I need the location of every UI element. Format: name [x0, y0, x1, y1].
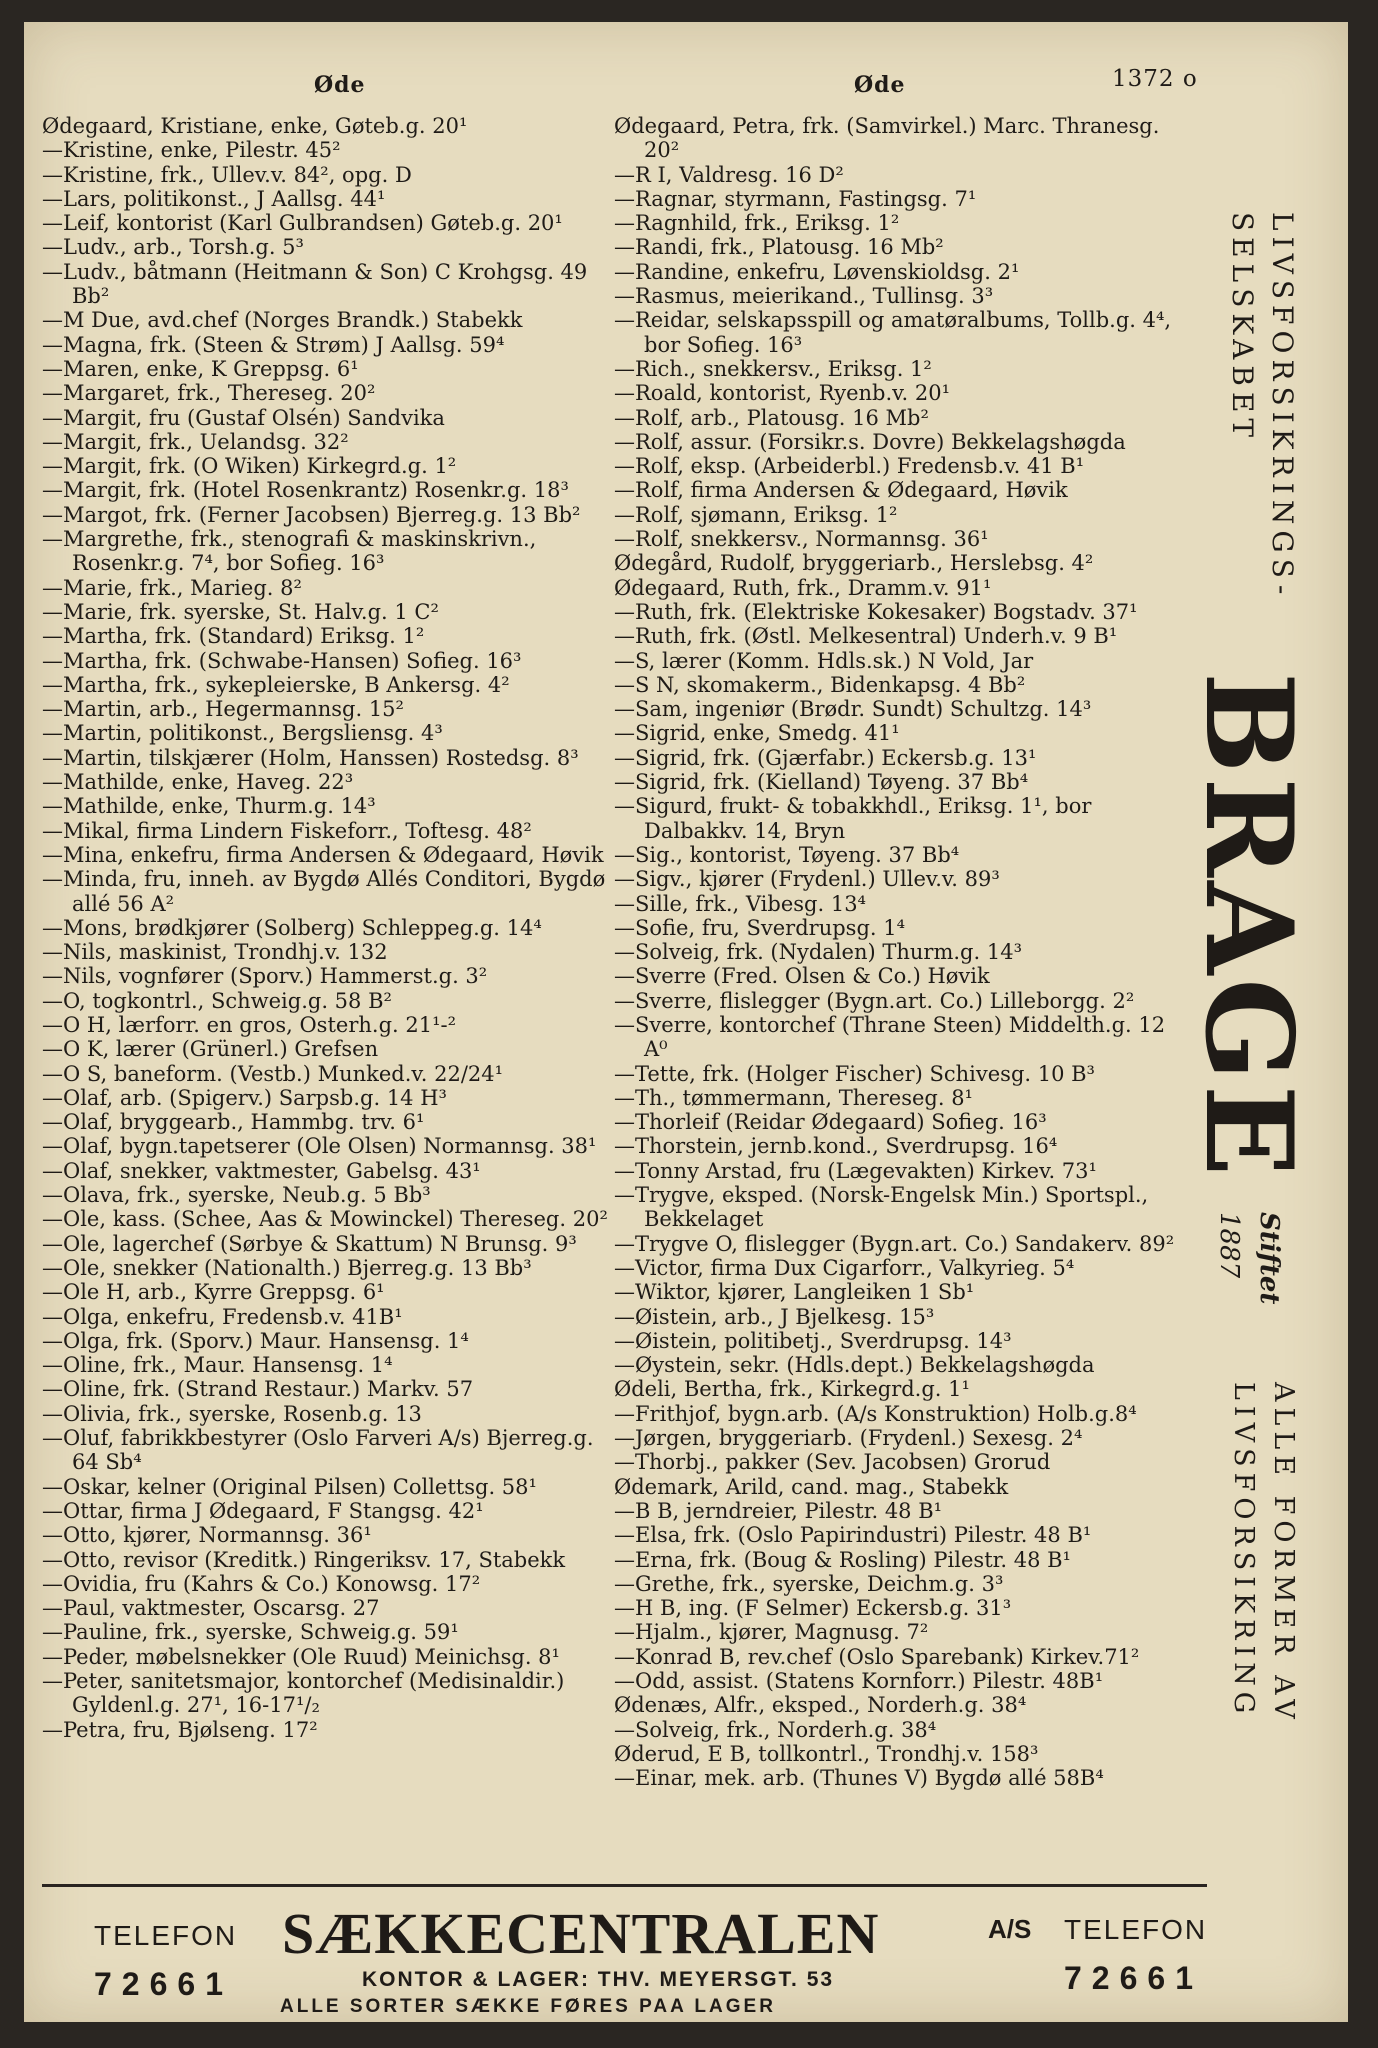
- directory-entry: —Øistein, politibetj., Sverdrupsg. 14³: [614, 1328, 1012, 1353]
- directory-entry: —Martha, frk. (Standard) Eriksg. 1²: [42, 624, 425, 649]
- directory-entry: —Ottar, firma J Ødegaard, F Stangsg. 42¹: [42, 1498, 484, 1523]
- directory-entry: —Petra, fru, Bjølseng. 17²: [42, 1717, 318, 1742]
- directory-entry: —Sverre, kontorchef (Thrane Steen) Middelth.g. 12 A⁰: [614, 1012, 1166, 1062]
- directory-entry: —Sigrid, enke, Smedg. 41¹: [614, 721, 900, 746]
- directory-entry: —Jørgen, bryggeriarb. (Frydenl.) Sexesg. 2⁴: [614, 1426, 1083, 1451]
- directory-entry: —R I, Valdresg. 16 D²: [614, 162, 844, 187]
- directory-entry: —Margrethe, frk., stenografi & maskinskrivn., Rosenkr.g. 7⁴, bor Sofieg. 16³: [42, 527, 537, 576]
- directory-entry: —Hjalm., kjører, Magnusg. 7²: [614, 1620, 929, 1645]
- directory-entry: —Victor, firma Dux Cigarforr., Valkyrieg. 5⁴: [614, 1255, 1075, 1280]
- directory-entry: —Maren, enke, K Greppsg. 6¹: [42, 356, 359, 381]
- directory-entry: Ødegaard, Ruth, frk., Dramm.v. 91¹: [614, 575, 992, 600]
- directory-entry: —Ragnar, styrmann, Fastingsg. 7¹: [614, 186, 977, 211]
- directory-entry: —Th., tømmermann, Thereseg. 8¹: [614, 1085, 973, 1110]
- directory-entry: —Martin, tilskjærer (Holm, Hanssen) Rostedsg. 8³: [42, 745, 579, 770]
- directory-page: [24, 22, 1348, 2022]
- directory-entry: —Sigurd, frukt- & tobakkhdl., Eriksg. 1¹, bor Dalbakkv. 14, Bryn: [614, 794, 1092, 843]
- directory-entry: —Wiktor, kjører, Langleiken 1 Sb¹: [614, 1280, 975, 1305]
- directory-entry: —Solveig, frk., Norderh.g. 38⁴: [614, 1717, 937, 1742]
- directory-entry: —Kristine, frk., Ullev.v. 84², opg. D: [42, 162, 412, 187]
- directory-entry: —B B, jerndreier, Pilestr. 48 B¹: [614, 1498, 943, 1523]
- directory-entry: —Lars, politikonst., J Aallsg. 44¹: [42, 186, 386, 211]
- directory-entry: —Ole, snekker (Nationalth.) Bjerreg.g. 13 Bb³: [42, 1255, 532, 1280]
- directory-entry: —Ole H, arb., Kyrre Greppsg. 6¹: [42, 1280, 385, 1305]
- directory-entry: —Olaf, bygn.tapetserer (Ole Olsen) Normannsg. 38¹: [42, 1134, 597, 1159]
- side-ad-line4: LIVSFORSIKRING: [1228, 1382, 1259, 1720]
- directory-entry: Ødemark, Arild, cand. mag., Stabekk: [614, 1474, 1009, 1499]
- directory-entry: —Ole, kass. (Schee, Aas & Mowinckel) Thereseg. 20²: [42, 1207, 608, 1232]
- bottom-advertisement: [42, 1890, 1208, 2017]
- directory-entry: —Ludv., båtmann (Heitmann & Son) C Krohgsg. 49 Bb²: [42, 259, 588, 309]
- directory-entry: —Sverre (Fred. Olsen & Co.) Høvik: [614, 964, 990, 989]
- directory-entry: —Ole, lagerchef (Sørbye & Skattum) N Brunsg. 9³: [42, 1231, 577, 1256]
- directory-entry: —Randine, enkefru, Løvenskioldsg. 2¹: [614, 259, 1020, 284]
- directory-entry: —Ruth, frk. (Østl. Melkesentral) Underh.v. 9 B¹: [614, 624, 1118, 649]
- directory-entry: —Olava, frk., syerske, Neub.g. 5 Bb³: [42, 1183, 431, 1208]
- directory-entry: —Trygve O, flislegger (Bygn.art. Co.) Sandakerv. 89²: [614, 1231, 1175, 1256]
- directory-entry: —Otto, kjører, Normannsg. 36¹: [42, 1523, 372, 1548]
- directory-entry: —Solveig, frk. (Nydalen) Thurm.g. 14³: [614, 940, 1022, 965]
- directory-entry: —Randi, frk., Platousg. 16 Mb²: [614, 235, 944, 260]
- directory-entry: —Olaf, snekker, vaktmester, Gabelsg. 43¹: [42, 1158, 481, 1183]
- directory-entry: —Øystein, sekr. (Hdls.dept.) Bekkelagshøgda: [614, 1353, 1095, 1378]
- directory-entry: Ødegaard, Kristiane, enke, Gøteb.g. 20¹: [42, 114, 468, 138]
- ad-as: A/S: [988, 1914, 1032, 1944]
- directory-entry: —Sverre, flislegger (Bygn.art. Co.) Lilleborgg. 2²: [614, 988, 1135, 1013]
- directory-entry: —Sigrid, frk. (Kielland) Tøyeng. 37 Bb⁴: [614, 770, 1029, 795]
- directory-entry: —Sille, frk., Vibesg. 13⁴: [614, 891, 866, 916]
- directory-entry: —Nils, vognfører (Sporv.) Hammerst.g. 3²: [42, 964, 488, 989]
- directory-entry: —Oskar, kelner (Original Pilsen) Collettsg. 58¹: [42, 1474, 537, 1499]
- directory-entry: —Martin, arb., Hegermannsg. 15²: [42, 697, 404, 722]
- directory-entry: —O S, baneform. (Vestb.) Munked.v. 22/24¹: [42, 1061, 504, 1086]
- side-ad-line2: SELSKABET: [1226, 212, 1259, 444]
- ad-tagline: ALLE SORTER SÆKKE FØRES PAA LAGER: [280, 1996, 776, 2017]
- directory-entry: —Ruth, frk. (Elektriske Kokesaker) Bogstadv. 37¹: [614, 599, 1138, 624]
- ad-address: KONTOR & LAGER: THV. MEYERSGT. 53: [362, 1968, 835, 1991]
- directory-entry: —Oluf, fabrikkbestyrer (Oslo Farveri A/s) Bjerreg.g. 64 Sb⁴: [42, 1426, 594, 1475]
- directory-entry: —Margit, frk. (O Wiken) Kirkegrd.g. 1²: [42, 454, 457, 479]
- header-left: Øde: [314, 72, 366, 98]
- ad-telefon-right: TELEFON: [1064, 1914, 1208, 1945]
- directory-entry: —Thorstein, jernb.kond., Sverdrupsg. 16⁴: [614, 1134, 1058, 1159]
- directory-entry: —Erna, frk. (Boug & Rosling) Pilestr. 48 B¹: [614, 1547, 1071, 1572]
- directory-entry: —Nils, maskinist, Trondhj.v. 132: [42, 940, 388, 965]
- directory-entry: —Frithjof, bygn.arb. (A/s Konstruktion) Holb.g.8⁴: [614, 1401, 1137, 1426]
- directory-entry: —Odd, assist. (Statens Kornforr.) Pilestr. 48B¹: [614, 1669, 1104, 1693]
- directory-entry: —Minda, fru, inneh. av Bygdø Allés Conditori, Bygdø allé 56 A²: [42, 867, 606, 916]
- ad-number-right: 72661: [1064, 1960, 1203, 1996]
- directory-entry: —Ragnhild, frk., Eriksg. 1²: [614, 211, 900, 236]
- directory-entry: —Tette, frk. (Holger Fischer) Schivesg. 10 B³: [614, 1061, 1095, 1086]
- directory-entry: —Elsa, frk. (Oslo Papirindustri) Pilestr. 48 B¹: [614, 1523, 1092, 1548]
- directory-entry: —Margaret, frk., Thereseg. 20²: [42, 381, 376, 406]
- directory-entry: —Mathilde, enke, Haveg. 22³: [42, 770, 354, 795]
- directory-entry: —Rolf, arb., Platousg. 16 Mb²: [614, 405, 929, 430]
- directory-entry: —Mons, brødkjører (Solberg) Schleppeg.g. 14⁴: [42, 915, 542, 940]
- directory-entry: —Øistein, arb., J Bjelkesg. 15³: [614, 1304, 935, 1329]
- directory-entry: —Olga, enkefru, Fredensb.v. 41B¹: [42, 1304, 403, 1329]
- side-ad-line1: LIVSFORSIKRINGS-: [1266, 212, 1299, 601]
- directory-entry: Øderud, E B, tollkontrl., Trondhj.v. 158³: [614, 1741, 1039, 1766]
- directory-entry: Ødegård, Rudolf, bryggeriarb., Herslebsg. 4²: [614, 551, 1094, 576]
- page-number: 1372 o: [1112, 66, 1198, 92]
- directory-entry: —Martha, frk., sykepleierske, B Ankersg. 4²: [42, 672, 510, 697]
- directory-entry: —Trygve, eksped. (Norsk-Engelsk Min.) Sportspl., Bekkelaget: [614, 1183, 1149, 1232]
- directory-entry: —Magna, frk. (Steen & Strøm) J Aallsg. 59⁴: [42, 332, 505, 357]
- directory-entry: —Sig., kontorist, Tøyeng. 37 Bb⁴: [614, 842, 960, 867]
- directory-entry: —Olaf, bryggearb., Hammbg. trv. 6¹: [42, 1110, 425, 1135]
- left-column: [42, 114, 622, 1742]
- directory-entry: —Martha, frk. (Schwabe-Hansen) Sofieg. 16³: [42, 648, 522, 673]
- side-ad-line3: ALLE FORMER AV: [1268, 1382, 1299, 1725]
- directory-entry: Ødegaard, Petra, frk. (Samvirkel.) Marc. Thranesg. 20²: [614, 114, 1160, 163]
- directory-entry: —Rolf, assur. (Forsikr.s. Dovre) Bekkelagshøgda: [614, 429, 1126, 454]
- directory-entry: —Paul, vaktmester, Oscarsg. 27: [42, 1596, 380, 1621]
- directory-entry: —O K, lærer (Grünerl.) Grefsen: [42, 1037, 379, 1062]
- ad-number-left: 72661: [94, 1966, 233, 2002]
- directory-entry: —Oline, frk., Maur. Hansensg. 1⁴: [42, 1353, 393, 1378]
- directory-entry: —Mathilde, enke, Thurm.g. 14³: [42, 794, 376, 819]
- directory-entry: —Roald, kontorist, Ryenb.v. 20¹: [614, 381, 951, 406]
- directory-entry: —H B, ing. (F Selmer) Eckersb.g. 31³: [614, 1596, 1012, 1621]
- directory-entry: —Einar, mek. arb. (Thunes V) Bygdø allé 58B⁴: [614, 1766, 1104, 1791]
- ad-divider: [42, 1884, 1207, 1887]
- directory-entry: —Sofie, fru, Sverdrupsg. 1⁴: [614, 915, 906, 940]
- directory-entry: —Sigv., kjører (Frydenl.) Ullev.v. 89³: [614, 867, 1000, 892]
- directory-entry: —Rolf, firma Andersen & Ødegaard, Høvik: [614, 478, 1068, 503]
- directory-entry: —Olivia, frk., syerske, Rosenb.g. 13: [42, 1401, 422, 1426]
- directory-entry: —Margit, frk. (Hotel Rosenkrantz) Rosenkr.g. 18³: [42, 478, 569, 503]
- directory-entry: —Otto, revisor (Kreditk.) Ringeriksv. 17, Stabekk: [42, 1547, 566, 1572]
- directory-entry: —Rolf, snekkersv., Normannsg. 36¹: [614, 527, 989, 552]
- directory-entry: —Thorleif (Reidar Ødegaard) Sofieg. 16³: [614, 1110, 1047, 1135]
- directory-entry: —Mikal, firma Lindern Fiskeforr., Toftesg. 48²: [42, 818, 532, 843]
- directory-entry: —Tonny Arstad, fru (Lægevakten) Kirkev. 73¹: [614, 1158, 1097, 1183]
- directory-entry: —Margit, frk., Uelandsg. 32²: [42, 429, 349, 454]
- directory-entry: —Kristine, enke, Pilestr. 45²: [42, 138, 341, 163]
- ad-brand: SÆKKECENTRALEN: [282, 1901, 880, 1966]
- side-advertisement: [1178, 212, 1339, 1762]
- directory-entry: —Marie, frk., Marieg. 8²: [42, 575, 302, 600]
- directory-entry: Ødenæs, Alfr., eksped., Norderh.g. 38⁴: [614, 1693, 1027, 1718]
- directory-entry: —Olga, frk. (Sporv.) Maur. Hansensg. 1⁴: [42, 1328, 469, 1353]
- directory-entry: —Grethe, frk., syerske, Deichm.g. 3³: [614, 1571, 1004, 1596]
- side-ad-year: 1887: [1214, 1212, 1244, 1279]
- directory-entry: —Peder, møbelsnekker (Ole Ruud) Meinichsg. 8¹: [42, 1644, 560, 1669]
- directory-entry: —Martin, politikonst., Bergsliensg. 4³: [42, 721, 443, 746]
- side-ad-brand: BRAGE: [1178, 672, 1319, 1181]
- directory-entry: —Olaf, arb. (Spigerv.) Sarpsb.g. 14 H³: [42, 1085, 447, 1110]
- ad-telefon-left: TELEFON: [94, 1920, 238, 1951]
- directory-entry: —Rolf, eksp. (Arbeiderbl.) Fredensb.v. 41 B¹: [614, 454, 1085, 479]
- directory-entry: —Konrad B, rev.chef (Oslo Sparebank) Kirkev.71²: [614, 1644, 1140, 1669]
- header-right: Øde: [854, 72, 906, 98]
- directory-entry: —Peter, sanitetsmajor, kontorchef (Medisinaldir.) Gyldenl.g. 27¹, 16-17¹/₂: [42, 1669, 565, 1718]
- directory-entry: —S, lærer (Komm. Hdls.sk.) N Vold, Jar: [614, 648, 1034, 673]
- directory-entry: —O H, lærforr. en gros, Osterh.g. 21¹-²: [42, 1012, 457, 1037]
- directory-entry: —Pauline, frk., syerske, Schweig.g. 59¹: [42, 1620, 459, 1645]
- directory-entry: —Sigrid, frk. (Gjærfabr.) Eckersb.g. 13¹: [614, 745, 1037, 770]
- directory-entry: —Thorbj., pakker (Sev. Jacobsen) Grorud: [614, 1450, 1051, 1475]
- directory-entry: —Sam, ingeniør (Brødr. Sundt) Schultzg. 14³: [614, 697, 1092, 722]
- directory-entry: —Rasmus, meierikand., Tullinsg. 3³: [614, 284, 994, 309]
- directory-entry: —Ludv., arb., Torsh.g. 5³: [42, 235, 304, 260]
- directory-entry: —Rolf, sjømann, Eriksg. 1²: [614, 502, 898, 527]
- right-column: [614, 114, 1194, 1790]
- directory-entry: —Mina, enkefru, firma Andersen & Ødegaard, Høvik: [42, 842, 604, 867]
- directory-entry: —Oline, frk. (Strand Restaur.) Markv. 57: [42, 1377, 474, 1402]
- directory-entry: —Marie, frk. syerske, St. Halv.g. 1 C²: [42, 599, 439, 624]
- directory-entry: —O, togkontrl., Schweig.g. 58 B²: [42, 988, 392, 1013]
- side-ad-stiftet: Stiftet: [1254, 1212, 1284, 1305]
- directory-entry: —Margit, fru (Gustaf Olsén) Sandvika: [42, 405, 445, 430]
- directory-entry: —Margot, frk. (Ferner Jacobsen) Bjerreg.g. 13 Bb²: [42, 502, 581, 527]
- directory-entry: —Rich., snekkersv., Eriksg. 1²: [614, 356, 932, 381]
- directory-entry: —Leif, kontorist (Karl Gulbrandsen) Gøteb.g. 20¹: [42, 211, 563, 236]
- directory-entry: —M Due, avd.chef (Norges Brandk.) Stabekk: [42, 308, 523, 333]
- directory-entry: —Reidar, selskapsspill og amatøralbums, Tollb.g. 4⁴, bor Sofieg. 16³: [614, 308, 1172, 357]
- directory-entry: —Ovidia, fru (Kahrs & Co.) Konowsg. 17²: [42, 1571, 481, 1596]
- directory-entry: —S N, skomakerm., Bidenkapsg. 4 Bb²: [614, 672, 1026, 697]
- directory-entry: Ødeli, Bertha, frk., Kirkegrd.g. 1¹: [614, 1377, 970, 1402]
